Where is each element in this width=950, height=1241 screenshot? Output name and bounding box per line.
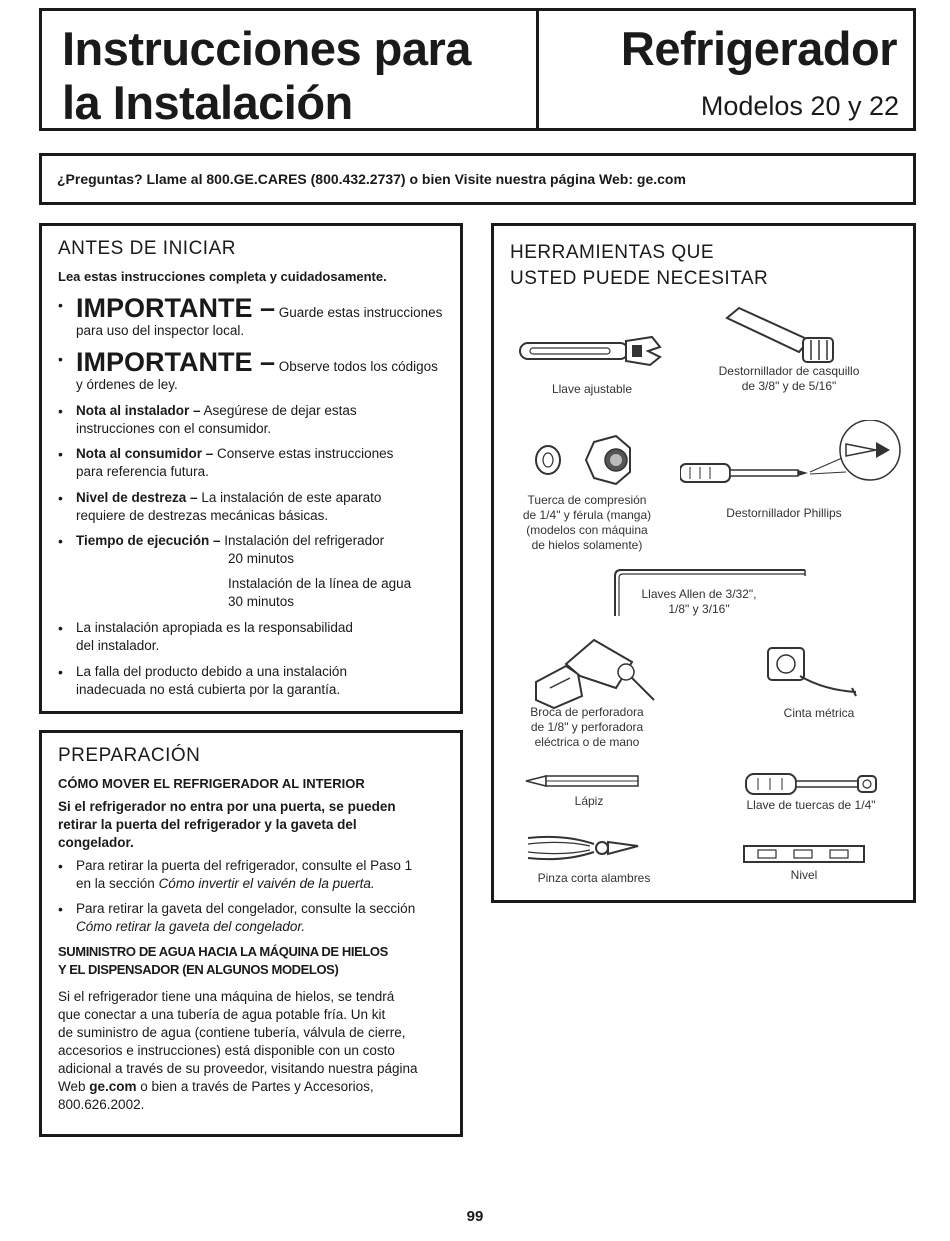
- title-line-1: Instrucciones para: [62, 22, 471, 75]
- list-item: • IMPORTANTE – Guarde estas instrucciones para uso del inspector local.: [58, 293, 443, 338]
- herramientas-heading-2: USTED PUEDE NECESITAR: [510, 268, 769, 289]
- tool-caption: de 1/8" y perforadora: [530, 720, 644, 734]
- models-label: Modelos 20 y 22: [700, 91, 899, 121]
- tool-caption: Nivel: [790, 868, 818, 882]
- antes-subheading: Lea estas instrucciones completa y cuidadosamente.: [58, 269, 387, 284]
- paragraph-line: de suministro de agua (contiene tubería, válvula de cierre,: [58, 1025, 406, 1040]
- time-line-2: Instalación de la línea de agua: [228, 576, 412, 591]
- tool-caption: Destornillador Phillips: [726, 506, 842, 520]
- time-line-1: 20 minutos: [228, 551, 295, 566]
- tool-caption: de 1/4" y férula (manga): [522, 508, 652, 522]
- list-item: • La instalación apropiada es la responsabilidad del instalador.: [58, 620, 353, 653]
- tool-caption: eléctrica o de mano: [534, 735, 640, 749]
- phillips-screwdriver-icon: [680, 420, 908, 498]
- list-item: • IMPORTANTE – Observe todos los códigos y órdenes de ley.: [58, 347, 438, 392]
- adjustable-wrench-icon: [516, 331, 666, 371]
- preparacion-section: [39, 730, 463, 1137]
- antes-section: [39, 223, 463, 714]
- page-number: 99: [466, 1208, 484, 1225]
- power-drill-icon: [526, 634, 666, 710]
- paragraph-line: Web ge.com o bien a través de Partes y Accesorios,: [58, 1079, 374, 1094]
- tool-caption: 1/8" y 3/16": [668, 602, 730, 616]
- phone-number: 800.626.2002.: [58, 1097, 145, 1112]
- paragraph-line: accesorios e instrucciones) está disponible con un costo: [58, 1043, 395, 1058]
- time-line-3: 30 minutos: [228, 594, 295, 609]
- tool-caption: (modelos con máquina: [526, 523, 648, 537]
- header-title-box: [39, 8, 538, 131]
- tool-caption: Lápiz: [574, 794, 604, 808]
- paragraph-line: Si el refrigerador tiene una máquina de hielos, se tendrá: [58, 989, 395, 1004]
- website-link[interactable]: ge.com: [89, 1079, 137, 1094]
- tool-caption: Tuerca de compresión: [527, 493, 647, 507]
- antes-heading: ANTES DE INICIAR: [58, 238, 236, 259]
- tool-caption: de 3/8" y de 5/16": [741, 379, 837, 393]
- paragraph-line: retirar la puerta del refrigerador y la gaveta del: [58, 817, 357, 832]
- tool-caption: Llaves Allen de 3/32",: [641, 587, 757, 601]
- preparacion-subheading: CÓMO MOVER EL REFRIGERADOR AL INTERIOR: [58, 776, 365, 791]
- list-item: • Para retirar la puerta del refrigerador, consulte el Paso 1 en la sección Cómo invertir el vaivén de la puerta.: [58, 858, 413, 891]
- herramientas-heading-1: HERRAMIENTAS QUE: [510, 242, 715, 263]
- list-item: • Nivel de destreza – La instalación de este aparato requiere de destrezas mecánicas básicas.: [58, 490, 382, 523]
- tool-caption: Llave ajustable: [551, 382, 633, 396]
- questions-text: ¿Preguntas? Llame al 800.GE.CARES (800.432.2737) o bien Visite nuestra página Web: ge.com: [57, 171, 686, 187]
- wire-cutter-icon: [524, 830, 644, 866]
- list-item: • Nota al consumidor – Conserve estas instrucciones para referencia futura.: [58, 446, 394, 479]
- socket-driver-icon: [719, 304, 849, 366]
- product-title: Refrigerador: [620, 22, 897, 75]
- compression-nut-icon: [534, 434, 644, 486]
- paragraph-line: congelador.: [58, 835, 134, 850]
- herramientas-section: [491, 223, 916, 903]
- tool-caption: Destornillador de casquillo: [718, 364, 860, 378]
- tool-caption: Llave de tuercas de 1/4": [746, 798, 876, 812]
- list-item: • Nota al instalador – Asegúrese de dejar estas instrucciones con el consumidor.: [58, 403, 357, 436]
- title-line-2: la Instalación: [62, 76, 353, 129]
- supply-subheading-line: SUMINISTRO DE AGUA HACIA LA MÁQUINA DE HIELOS: [58, 944, 388, 959]
- tool-caption: de hielos solamente): [531, 538, 643, 552]
- tool-caption: Cinta métrica: [783, 706, 855, 720]
- paragraph-line: adicional a través de su proveedor, visitando nuestra página: [58, 1061, 418, 1076]
- paragraph-line: Si el refrigerador no entra por una puerta, se pueden: [58, 799, 396, 814]
- nut-driver-icon: [744, 772, 884, 796]
- tool-caption: Broca de perforadora: [530, 705, 644, 719]
- supply-subheading-line: Y EL DISPENSADOR (EN ALGUNOS MODELOS): [58, 962, 339, 977]
- questions-box: [39, 153, 916, 205]
- preparacion-heading: PREPARACIÓN: [58, 745, 201, 766]
- header-product-box: [536, 8, 916, 131]
- tape-measure-icon: [764, 646, 864, 702]
- paragraph-line: que conectar a una tubería de agua potable fría. Un kit: [58, 1007, 386, 1022]
- list-item: • La falla del producto debido a una instalación inadecuada no está cubierta por la garantía.: [58, 664, 347, 697]
- tool-caption: Pinza corta alambres: [537, 871, 651, 885]
- pencil-icon: [524, 774, 644, 788]
- level-icon: [742, 844, 866, 864]
- list-item: • Tiempo de ejecución – Instalación del refrigerador: [58, 533, 385, 549]
- list-item: • Para retirar la gaveta del congelador, consulte la sección Cómo retirar la gaveta del congelador.: [58, 901, 416, 934]
